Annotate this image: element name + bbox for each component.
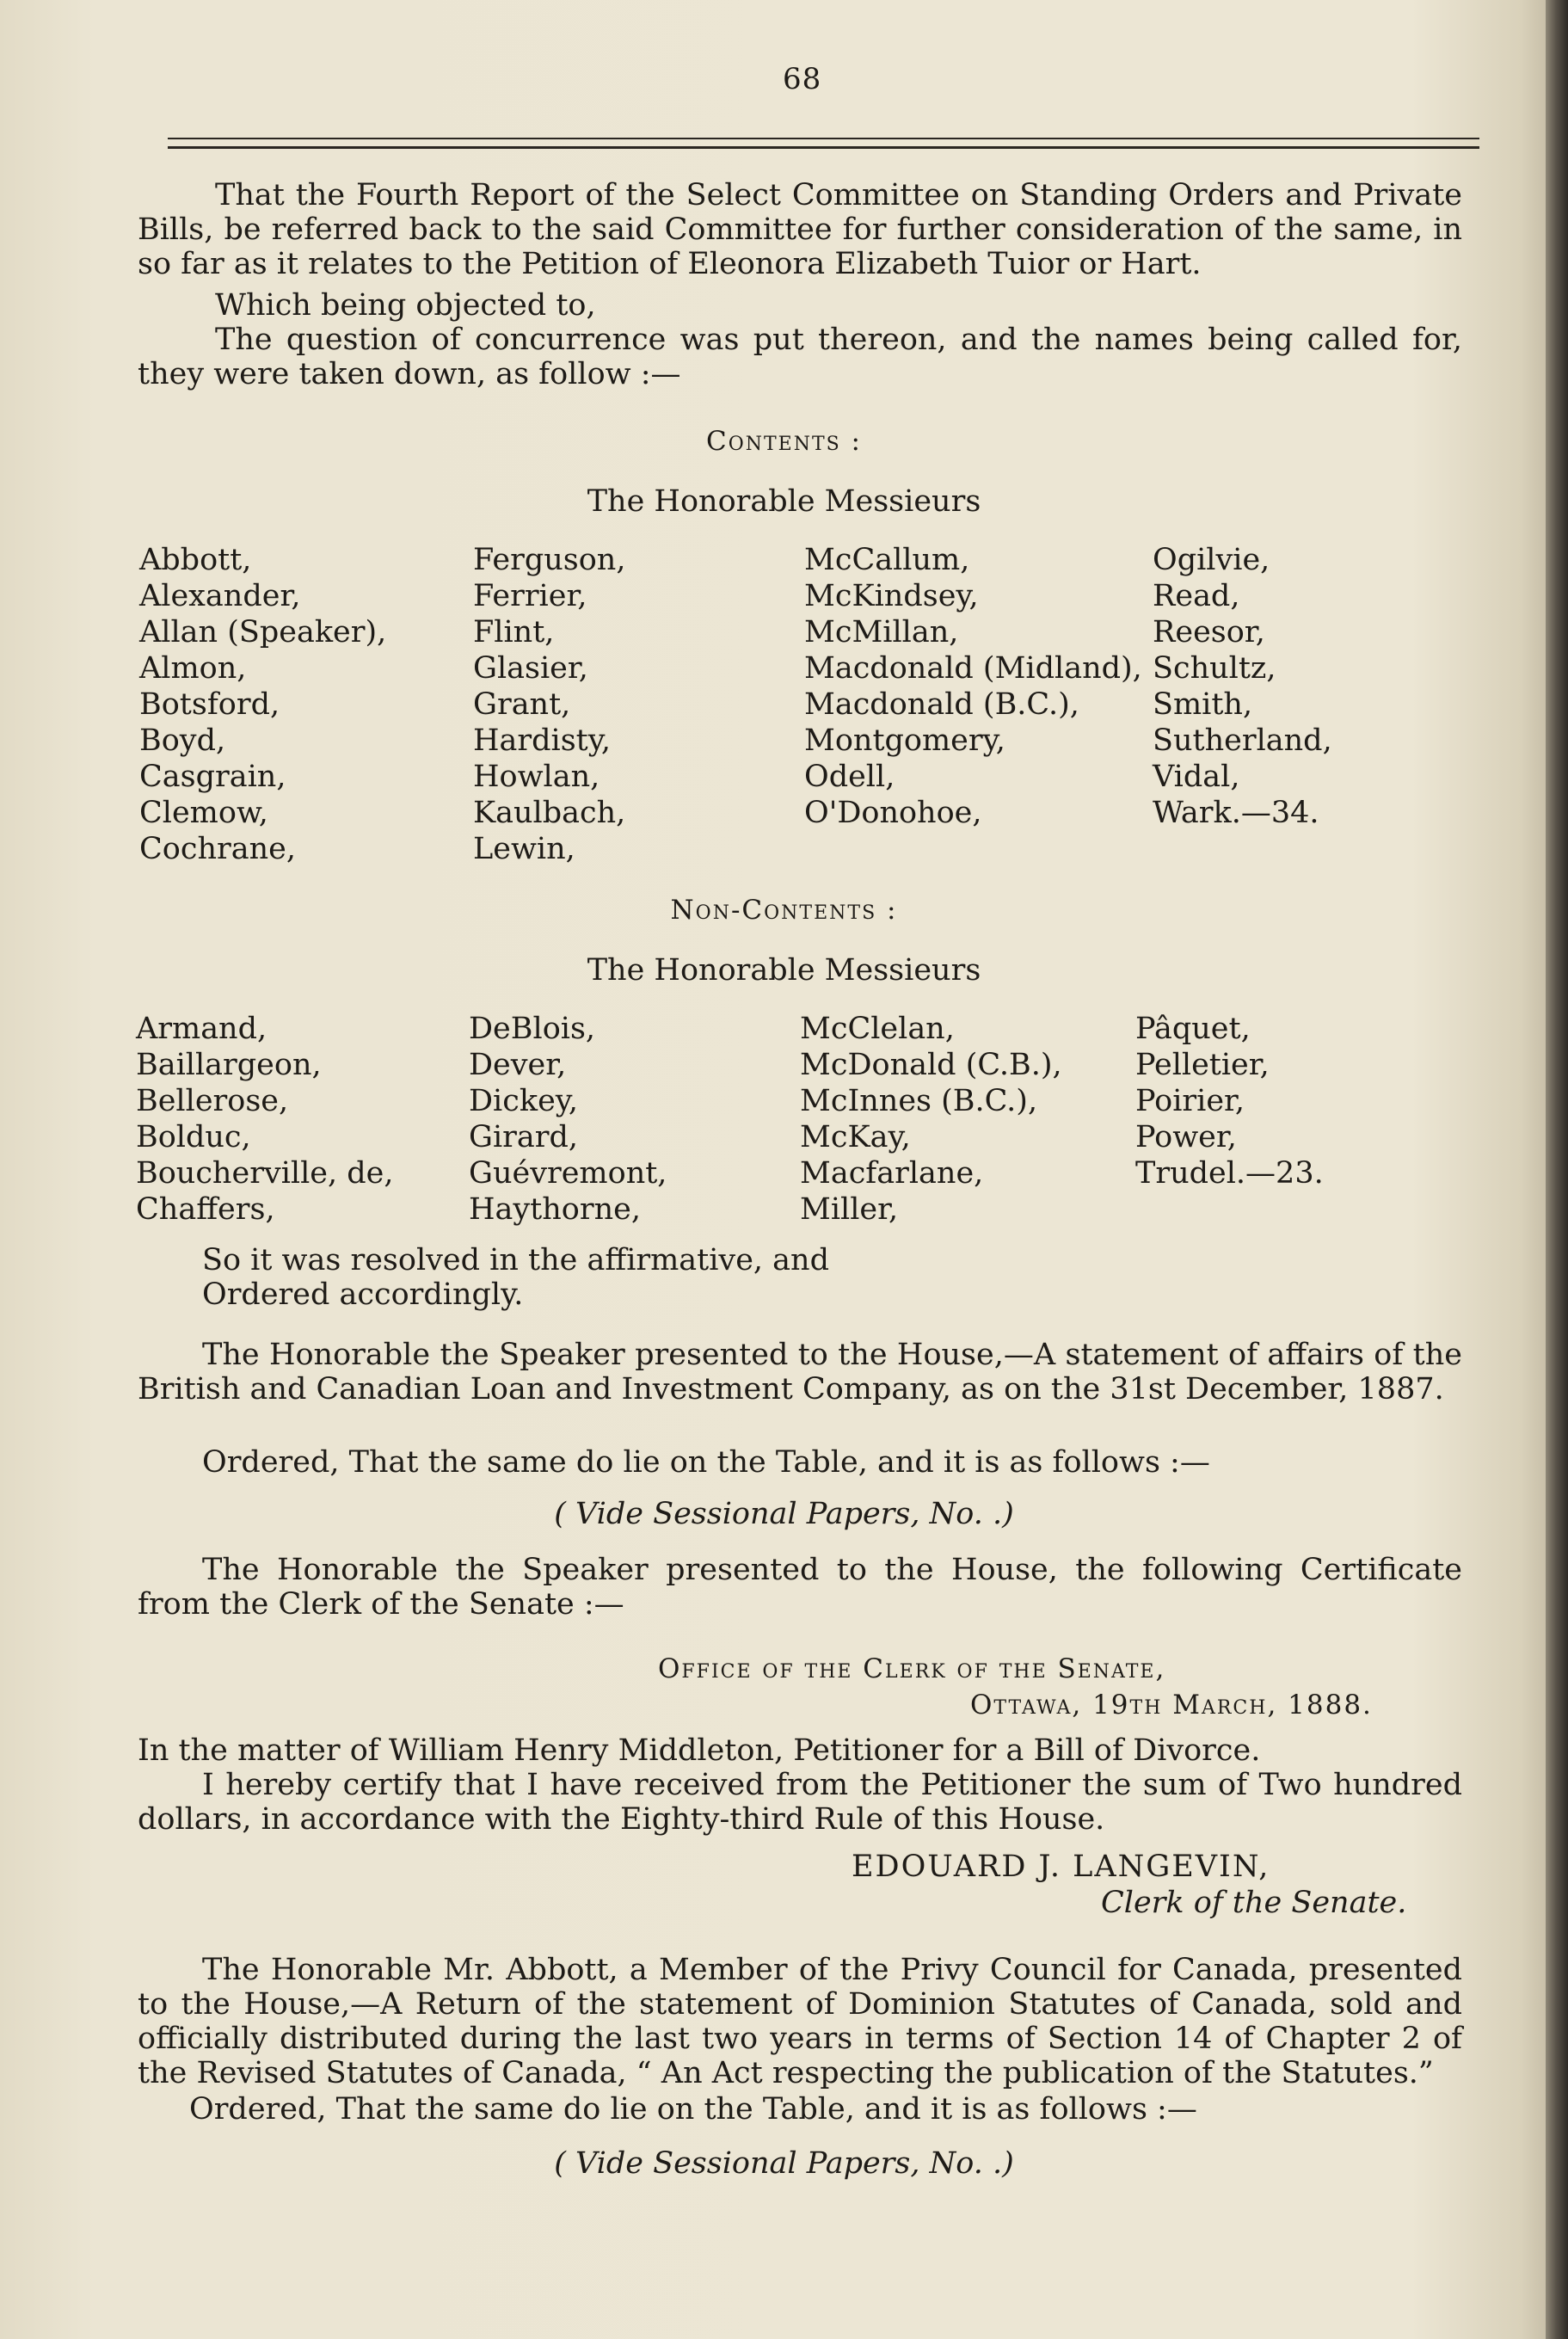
page-number: 68 xyxy=(783,62,822,96)
contents-name: Montgomery, xyxy=(804,723,1005,758)
abbott-return-paragraph: The Honorable Mr. Abbott, a Member of the Privy Council for Canada, presented to the House,—A Return of the statement of Dominion Statutes of Canada, sold and officially distributed during the last two years in terms of Section 14 of Chapter 2 of the Revised Statutes of Canada, “ An Act respecting the publication of the Statutes.” xyxy=(138,1953,1462,2090)
contents-name: Smith, xyxy=(1153,687,1253,722)
non-contents-name: Boucherville, de, xyxy=(136,1156,394,1191)
contents-name: Macdonald (B.C.), xyxy=(804,687,1079,722)
non-contents-name: McKay, xyxy=(800,1120,911,1154)
contents-name: Vidal, xyxy=(1153,760,1240,794)
book-binding xyxy=(1546,0,1568,2339)
contents-name: McCallum, xyxy=(804,543,970,577)
non-contents-name: Bolduc, xyxy=(136,1120,251,1154)
contents-name: Allan (Speaker), xyxy=(139,615,387,649)
question-paragraph: The question of concurrence was put thereon, and the names being called for, they were taken down, as follow :— xyxy=(138,323,1462,391)
contents-subheading: The Honorable Messieurs xyxy=(587,484,981,519)
non-contents-heading: Non-Contents : xyxy=(670,895,898,926)
non-contents-name: McDonald (C.B.), xyxy=(800,1048,1062,1082)
contents-name: Wark.—34. xyxy=(1153,796,1319,830)
non-contents-name: Trudel.—23. xyxy=(1135,1156,1324,1191)
contents-name: Reesor, xyxy=(1153,615,1265,649)
ordered-accordingly-line: Ordered accordingly. xyxy=(202,1277,524,1312)
non-contents-name: Pelletier, xyxy=(1135,1048,1270,1082)
ordered-table-line-1: Ordered, That the same do lie on the Table, and it is as follows :— xyxy=(202,1445,1210,1480)
non-contents-name: Guévremont, xyxy=(469,1156,667,1191)
contents-name: Grant, xyxy=(473,687,571,722)
contents-column-1 xyxy=(139,542,386,867)
non-contents-name: Baillargeon, xyxy=(136,1048,322,1082)
contents-name: Flint, xyxy=(473,615,555,649)
non-contents-column-3 xyxy=(800,1011,1062,1228)
non-contents-column-1 xyxy=(136,1011,393,1228)
certify-paragraph: I hereby certify that I have received from the Petitioner the sum of Two hundred dollars, in accordance with the Eighty-third Rule of this House. xyxy=(138,1768,1462,1837)
non-contents-name: McInnes (B.C.), xyxy=(800,1084,1038,1118)
paragraph-fourth-report: That the Fourth Report of the Select Committee on Standing Orders and Private Bills, be referred back to the said Committee for further consideration of the same, in so far as it relates to the Petition of Eleonora Elizabeth Tuior or Hart. xyxy=(138,178,1462,281)
non-contents-name: Miller, xyxy=(800,1192,899,1227)
non-contents-name: Poirier, xyxy=(1135,1084,1245,1118)
contents-column-3 xyxy=(804,542,1142,831)
resolved-line: So it was resolved in the affirmative, and xyxy=(202,1243,829,1277)
ottawa-date: Ottawa, 19th March, 1888. xyxy=(970,1690,1373,1720)
speaker-certificate-paragraph: The Honorable the Speaker presented to the House, the following Certificate from the Clerk of the Senate :— xyxy=(138,1553,1462,1622)
non-contents-name: Pâquet, xyxy=(1135,1012,1251,1046)
non-contents-name: Girard, xyxy=(469,1120,579,1154)
non-contents-name: DeBlois, xyxy=(469,1012,596,1046)
non-contents-column-4 xyxy=(1135,1011,1324,1191)
contents-name: Lewin, xyxy=(473,832,575,866)
non-contents-subheading: The Honorable Messieurs xyxy=(587,953,981,988)
contents-column-2 xyxy=(473,542,625,867)
header-rule-top xyxy=(168,138,1479,139)
contents-name: Howlan, xyxy=(473,760,600,794)
signature-name: EDOUARD J. LANGEVIN, xyxy=(852,1850,1270,1884)
contents-name: Alexander, xyxy=(139,579,301,613)
contents-name: Kaulbach, xyxy=(473,796,626,830)
contents-name: Macdonald (Midland), xyxy=(804,651,1142,686)
contents-name: McKindsey, xyxy=(804,579,979,613)
non-contents-name: Chaffers, xyxy=(136,1192,275,1227)
contents-heading: Contents : xyxy=(705,426,863,457)
contents-name: Glasier, xyxy=(473,651,588,686)
contents-name: Botsford, xyxy=(139,687,280,722)
header-rule-bottom xyxy=(168,146,1479,149)
contents-name: Ogilvie, xyxy=(1153,543,1270,577)
contents-name: O'Donohoe, xyxy=(804,796,982,830)
contents-name: Sutherland, xyxy=(1153,723,1332,758)
contents-name: Hardisty, xyxy=(473,723,611,758)
contents-name: Clemow, xyxy=(139,796,268,830)
objection-line: Which being objected to, xyxy=(215,288,596,323)
non-contents-name: Dickey, xyxy=(469,1084,579,1118)
signature-title: Clerk of the Senate. xyxy=(1101,1886,1407,1920)
non-contents-name: Armand, xyxy=(136,1012,267,1046)
contents-name: Odell, xyxy=(804,760,895,794)
contents-name: Almon, xyxy=(139,651,247,686)
vide-sessional-papers-1: ( Vide Sessional Papers, No. .) xyxy=(554,1497,1014,1531)
ordered-table-line-2: Ordered, That the same do lie on the Table, and it is as follows :— xyxy=(189,2092,1197,2127)
contents-name: Ferguson, xyxy=(473,543,626,577)
office-clerk-senate: Office of the Clerk of the Senate, xyxy=(658,1653,1166,1684)
contents-name: Abbott, xyxy=(139,543,252,577)
non-contents-column-2 xyxy=(469,1011,667,1228)
contents-column-4 xyxy=(1153,542,1332,831)
non-contents-name: Macfarlane, xyxy=(800,1156,984,1191)
contents-name: Read, xyxy=(1153,579,1240,613)
contents-name: Boyd, xyxy=(139,723,226,758)
contents-name: Ferrier, xyxy=(473,579,587,613)
non-contents-name: Bellerose, xyxy=(136,1084,289,1118)
non-contents-name: Haythorne, xyxy=(469,1192,641,1227)
vide-sessional-papers-2: ( Vide Sessional Papers, No. .) xyxy=(554,2146,1014,2181)
speaker-statement-paragraph: The Honorable the Speaker presented to the House,—A statement of affairs of the British and Canadian Loan and Investment Company, as on the 31st December, 1887. xyxy=(138,1338,1462,1406)
contents-name: McMillan, xyxy=(804,615,959,649)
contents-name: Schultz, xyxy=(1153,651,1276,686)
non-contents-name: Dever, xyxy=(469,1048,567,1082)
non-contents-name: McClelan, xyxy=(800,1012,955,1046)
non-contents-name: Power, xyxy=(1135,1120,1237,1154)
matter-line: In the matter of William Henry Middleton, Petitioner for a Bill of Divorce. xyxy=(138,1733,1261,1768)
contents-name: Casgrain, xyxy=(139,760,286,794)
contents-name: Cochrane, xyxy=(139,832,296,866)
